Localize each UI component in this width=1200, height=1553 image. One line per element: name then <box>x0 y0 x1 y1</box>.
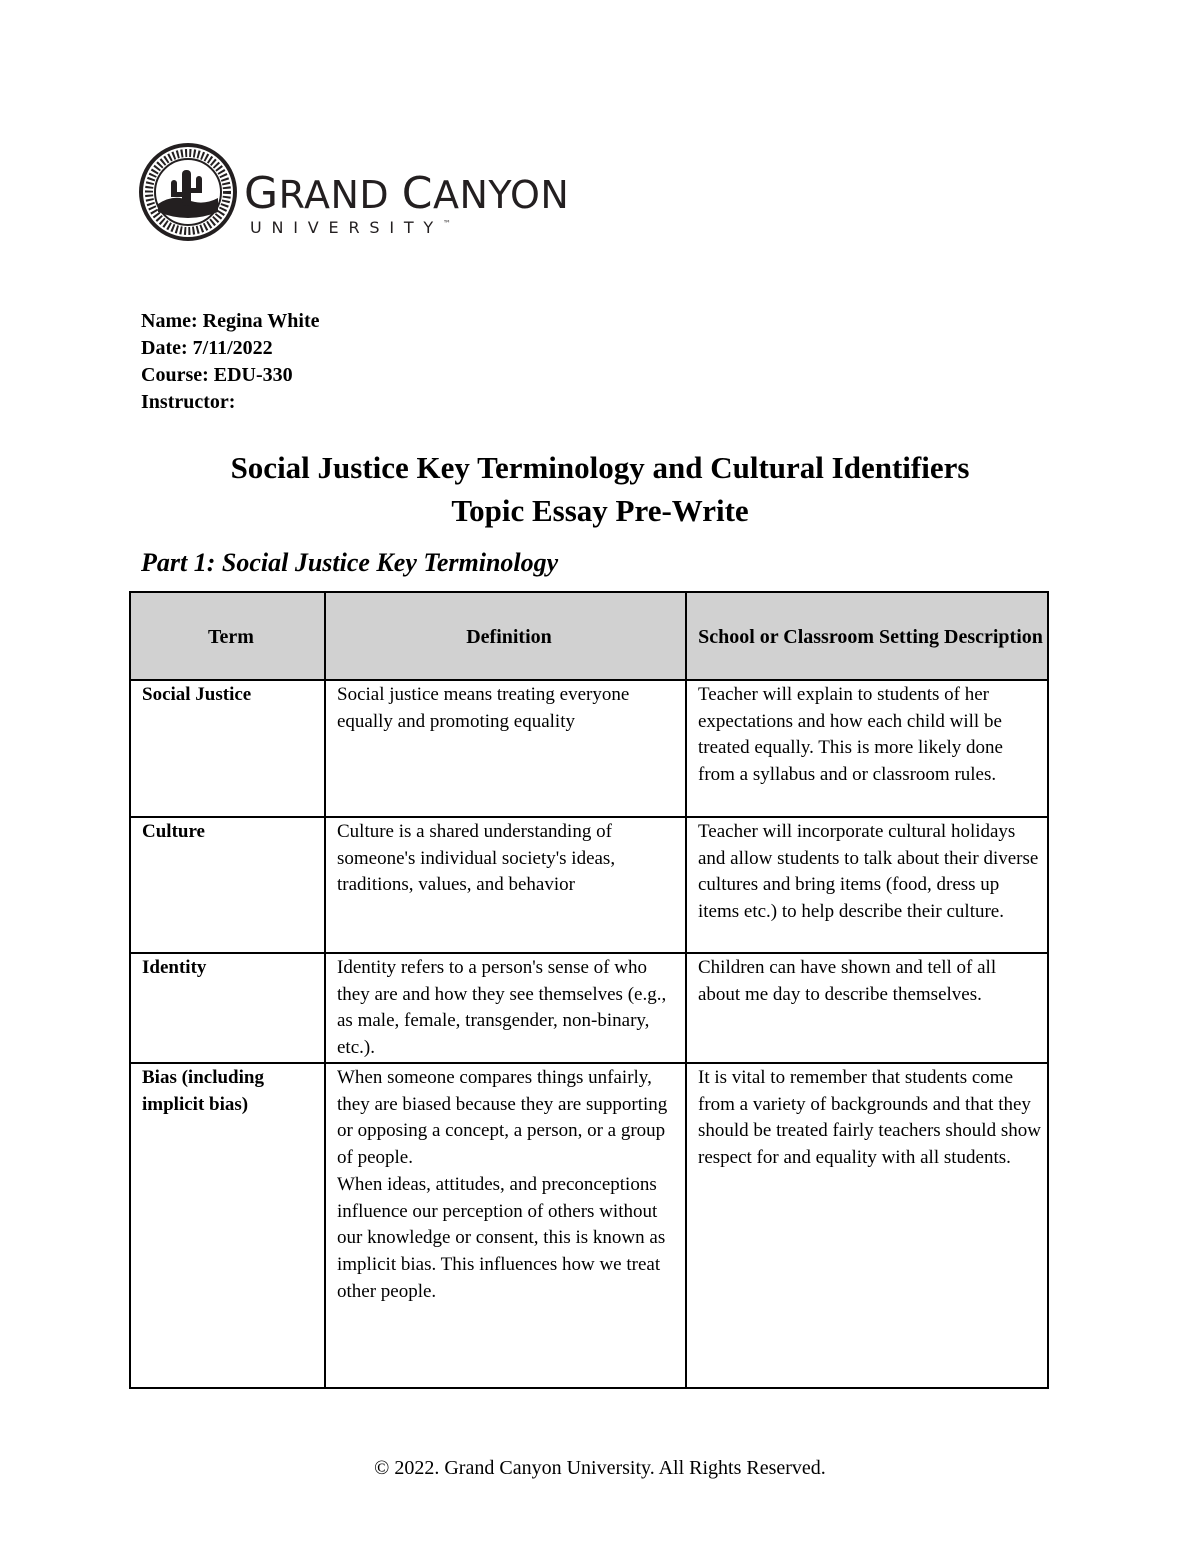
table-row <box>130 817 1048 953</box>
definition-cell: When someone compares things unfairly, they are biased because they are supporting or opposing a concept, a person, or a group of people. When ideas, attitudes, and preconceptions influence our perception of others without our knowledge or consent, this is known as implicit bias. This influences how we treat other people. <box>325 1063 686 1388</box>
course-code: Course: EDU-330 <box>141 364 293 386</box>
definition-cell: Culture is a shared understanding of someone's individual society's ideas, traditions, values, and behavior <box>325 817 686 953</box>
student-name: Name: Regina White <box>141 310 320 332</box>
wordmark-university: UNIVERSITY™ <box>250 218 451 237</box>
university-logo <box>138 142 588 242</box>
wordmark-grand-canyon: GRAND CANYON <box>244 168 570 219</box>
terminology-table <box>129 591 1049 1389</box>
submission-date: Date: 7/11/2022 <box>141 337 273 359</box>
document-title <box>0 446 1200 532</box>
header-definition: Definition <box>325 592 686 680</box>
term-cell: Social Justice <box>130 680 325 817</box>
description-cell: Children can have shown and tell of all about me day to describe themselves. <box>686 953 1048 1063</box>
table-row <box>130 953 1048 1063</box>
description-cell: Teacher will incorporate cultural holidays and allow students to talk about their diverse cultures and bring items (food, dress up items etc.) to help describe their culture. <box>686 817 1048 953</box>
definition-cell: Identity refers to a person's sense of who they are and how they see themselves (e.g., as male, female, transgender, non-binary, etc.). <box>325 953 686 1063</box>
table-row <box>130 1063 1048 1388</box>
student-info <box>141 308 320 416</box>
header-term: Term <box>130 592 325 680</box>
title-line-1: Social Justice Key Terminology and Cultural Identifiers <box>230 450 970 485</box>
description-cell: It is vital to remember that students come from a variety of backgrounds and that they should be treated fairly teachers should show respect for and equality with all students. <box>686 1063 1048 1388</box>
definition-cell: Social justice means treating everyone equally and promoting equality <box>325 680 686 817</box>
part-1-heading: Part 1: Social Justice Key Terminology <box>141 548 559 577</box>
table-header-row <box>130 592 1048 680</box>
description-cell: Teacher will explain to students of her expectations and how each child will be treated equally. This is more likely done from a syllabus and or classroom rules. <box>686 680 1048 817</box>
copyright-footer: © 2022. Grand Canyon University. All Rights Reserved. <box>374 1457 826 1479</box>
instructor-name: Instructor: <box>141 391 236 413</box>
term-cell: Bias (including implicit bias) <box>130 1063 325 1388</box>
term-cell: Culture <box>130 817 325 953</box>
table-row <box>130 680 1048 817</box>
title-line-2: Topic Essay Pre-Write <box>451 493 749 528</box>
header-description: School or Classroom Setting Description <box>686 592 1048 680</box>
term-cell: Identity <box>130 953 325 1063</box>
university-seal-icon <box>138 142 238 242</box>
